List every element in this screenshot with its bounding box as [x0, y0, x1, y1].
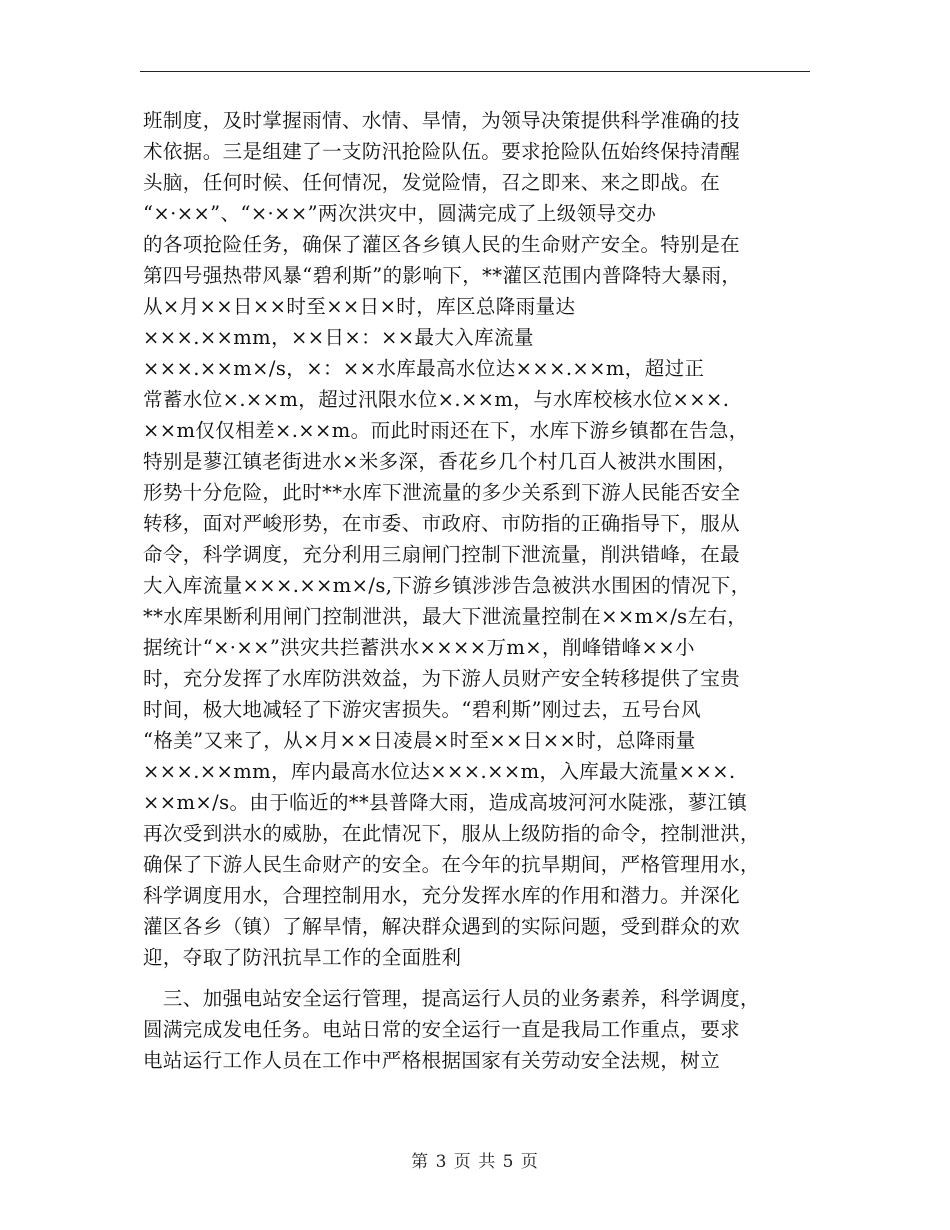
text-line: 转移，面对严峻形势，在市委、市政府、市防指的正确指导下，服从: [143, 512, 741, 535]
text-line: 圆满完成发电任务。电站日常的安全运行一直是我局工作重点，要求: [143, 1018, 741, 1041]
text-line: 术依据。三是组建了一支防汛抢险队伍。要求抢险队伍始终保持清醒: [143, 140, 741, 163]
text-line: 的各项抢险任务，确保了灌区各乡镇人民的生命财产安全。特别是在: [143, 233, 741, 256]
text-line: 特别是蓼江镇老街进水×米多深，香花乡几个村几百人被洪水围困，: [143, 450, 737, 473]
text-line: “格美”又来了，从×月××日凌晨×时至××日××时，总降雨量: [143, 729, 696, 752]
text-line: 确保了下游人民生命财产的安全。在今年的抗旱期间，严格管理用水，: [143, 853, 760, 876]
text-line: ×××.××mm，库内最高水位达×××.××m，入库最大流量×××.: [143, 760, 736, 783]
text-line: 命令，科学调度，充分利用三扇闸门控制下泄流量，削洪错峰，在最: [143, 543, 741, 566]
text-line: 灌区各乡（镇）了解旱情，解决群众遇到的实际问题，受到群众的欢: [143, 915, 741, 938]
text-line: 班制度，及时掌握雨情、水情、旱情，为领导决策提供科学准确的技: [143, 109, 741, 132]
text-line: 电站运行工作人员在工作中严格根据国家有关劳动安全法规，树立: [143, 1049, 721, 1072]
text-line: 时间，极大地减轻了下游灾害损失。“碧利斯”刚过去，五号台风: [143, 698, 702, 721]
text-line: 头脑，任何时候、任何情况，发觉险情，召之即来、来之即战。在: [143, 171, 721, 194]
text-line: 形势十分危险，此时**水库下泄流量的多少关系到下游人民能否安全: [143, 481, 741, 504]
page-footer: 第 3 页 共 5 页: [411, 1152, 539, 1172]
text-line: 时，充分发挥了水库防洪效益，为下游人员财产安全转移提供了宝贵: [143, 667, 741, 690]
text-line: 再次受到洪水的威胁，在此情况下，服从上级防指的命令，控制泄洪，: [143, 822, 760, 845]
header-rule: [140, 71, 810, 72]
text-line: 三、加强电站安全运行管理，提高运行人员的业务素养，科学调度，: [143, 987, 760, 1010]
text-line: “×·××”、“×·××”两次洪灾中，圆满完成了上级领导交办: [143, 202, 657, 225]
text-line: ××m仅仅相差×.××m。而此时雨还在下，水库下游乡镇都在告急，: [143, 419, 749, 442]
text-line: ××m×/s。由于临近的**县普降大雨，造成高坡河河水陡涨，蓼江镇: [143, 791, 748, 814]
text-line: ×××.××mm，××日×：××最大入库流量: [143, 326, 534, 349]
text-line: 大入库流量×××.××m×/s,下游乡镇涉涉告急被洪水围困的情况下，: [143, 574, 751, 597]
body-text: [143, 105, 813, 1076]
text-line: **水库果断利用闸门控制泄洪，最大下泄流量控制在××m×/s左右，: [143, 605, 748, 628]
text-line: 迎，夺取了防汛抗旱工作的全面胜利: [143, 946, 462, 969]
text-line: ×××.××m×/s，×：××水库最高水位达×××.××m，超过正: [143, 357, 705, 380]
text-line: 第四号强热带风暴“碧利斯”的影响下，**灌区范围内普降特大暴雨，: [143, 264, 742, 287]
text-line: 从×月××日××时至××日×时，库区总降雨量达: [143, 295, 576, 318]
text-line: 据统计“×·××”洪灾共拦蓄洪水××××万m×，削峰错峰××小: [143, 636, 695, 659]
text-line: 常蓄水位×.××m，超过汛限水位×.××m，与水库校核水位×××.: [143, 388, 730, 411]
text-line: 科学调度用水，合理控制用水，充分发挥水库的作用和潜力。并深化: [143, 884, 741, 907]
